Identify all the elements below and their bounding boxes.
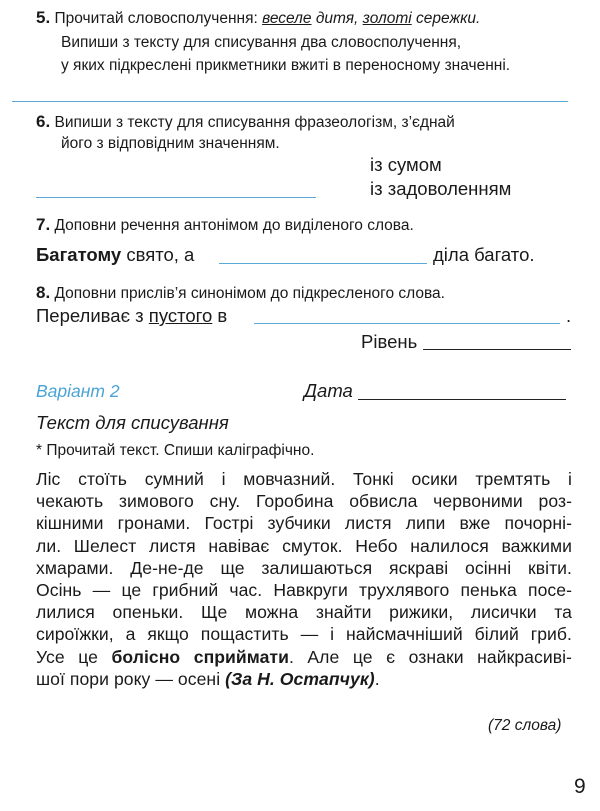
task7-bold-word: Багатому [36,244,122,265]
task8-instruction: Доповни прислів’я синонімом до підкресленого слова. [54,285,445,302]
passage-line-9-start: Усе це [36,646,112,667]
passage [36,468,572,690]
passage-line-3: кішними гронами. Гострі зубчики листя липи вже почорні- [36,513,572,534]
task7-line1 [36,214,414,237]
task8-sentence-mid: в [212,305,228,326]
task7-instruction: Доповни речення антонімом до виділеного слова. [54,217,414,234]
passage-line-2: чекають зимового сну. Горобина обвисла червоними роз- [36,491,572,512]
instruction: * Прочитай текст. Спиши каліграфічно. [36,442,315,459]
task8-line1 [36,282,445,305]
task5-phrase-adjective-2: золоті [362,10,412,27]
task5-phrase-adjective-1: веселе [262,10,312,27]
task8-answer-line[interactable] [254,323,560,324]
task6-option-2: із задоволенням [370,178,512,199]
task5-phrase-noun-1: дитя, [315,10,359,27]
task6-instruction: Випиши з тексту для списування фразеологізм, з’єднай [54,114,455,131]
word-count: (72 слова) [488,717,562,734]
task7-sentence-mid: свято, а [121,244,195,265]
passage-bold-phrase: болісно сприймати [111,646,289,667]
passage-line-9 [36,646,572,668]
passage-line-10-start: шої пори року — осені [36,668,226,689]
task6-answer-line[interactable] [36,197,316,198]
task6-number: 6. [36,112,51,131]
passage-line-7: лилися опеньки. Ще можна знайти рижики, лисички та [36,602,572,623]
task8-underlined-word: пустого [148,305,213,326]
passage-line-1: Ліс стоїть сумний і мовчазний. Тонкі осики тремтять і [36,469,572,489]
task6-option-1: із сумом [370,154,442,175]
variant-title: Варіант 2 [36,381,120,401]
task7-answer-line[interactable] [219,263,427,264]
task8-sentence-begin: Переливає з [36,305,144,326]
passage-line-6: Осінь — це грибний час. Навкруги трухлявого пенька посе- [36,580,572,601]
task6-line2: його з відповідним значенням. [61,135,280,152]
task7-sentence-start [36,244,194,266]
task8-sentence-end: . [566,305,572,326]
passage-line-8: сироїжки, а якщо пощастить — і найсмачніший білий гриб. [36,624,572,645]
task5-answer-line[interactable] [12,101,568,102]
date-label: Дата [304,380,353,401]
passage-line-10 [36,668,572,690]
passage-line-4: ли. Шелест листя навіває смуток. Небо налилося важкими [36,535,572,556]
task5-number: 5. [36,8,51,27]
task5-phrase-noun-2: сережки. [416,10,481,27]
task5-intro: Прочитай словосполучення: [54,10,258,27]
passage-source: (За Н. Остапчук) [225,668,375,689]
text-heading: Текст для списування [36,412,229,433]
task6-line1 [36,111,455,134]
task7-sentence-end: діла багато. [433,244,535,265]
task5-line3: у яких підкреслені прикметники вжиті в переносному значенні. [61,57,511,74]
level-answer-line[interactable] [423,349,571,350]
passage-line-9-end: . Але це є ознаки найкрасиві- [288,646,572,667]
level-label: Рівень [361,331,418,352]
task8-number: 8. [36,283,51,302]
date-answer-line[interactable] [358,399,566,400]
passage-line-5: хмарами. Де-не-де ще залишаються яскраві осінні квіти. [36,557,572,578]
page-number: 9 [574,775,586,798]
task7-number: 7. [36,215,51,234]
passage-line-10-end: . [374,668,380,689]
task5-line1 [36,7,480,30]
task8-sentence-start [36,305,227,327]
task5-line2: Випиши з тексту для списування два словосполучення, [61,34,462,51]
